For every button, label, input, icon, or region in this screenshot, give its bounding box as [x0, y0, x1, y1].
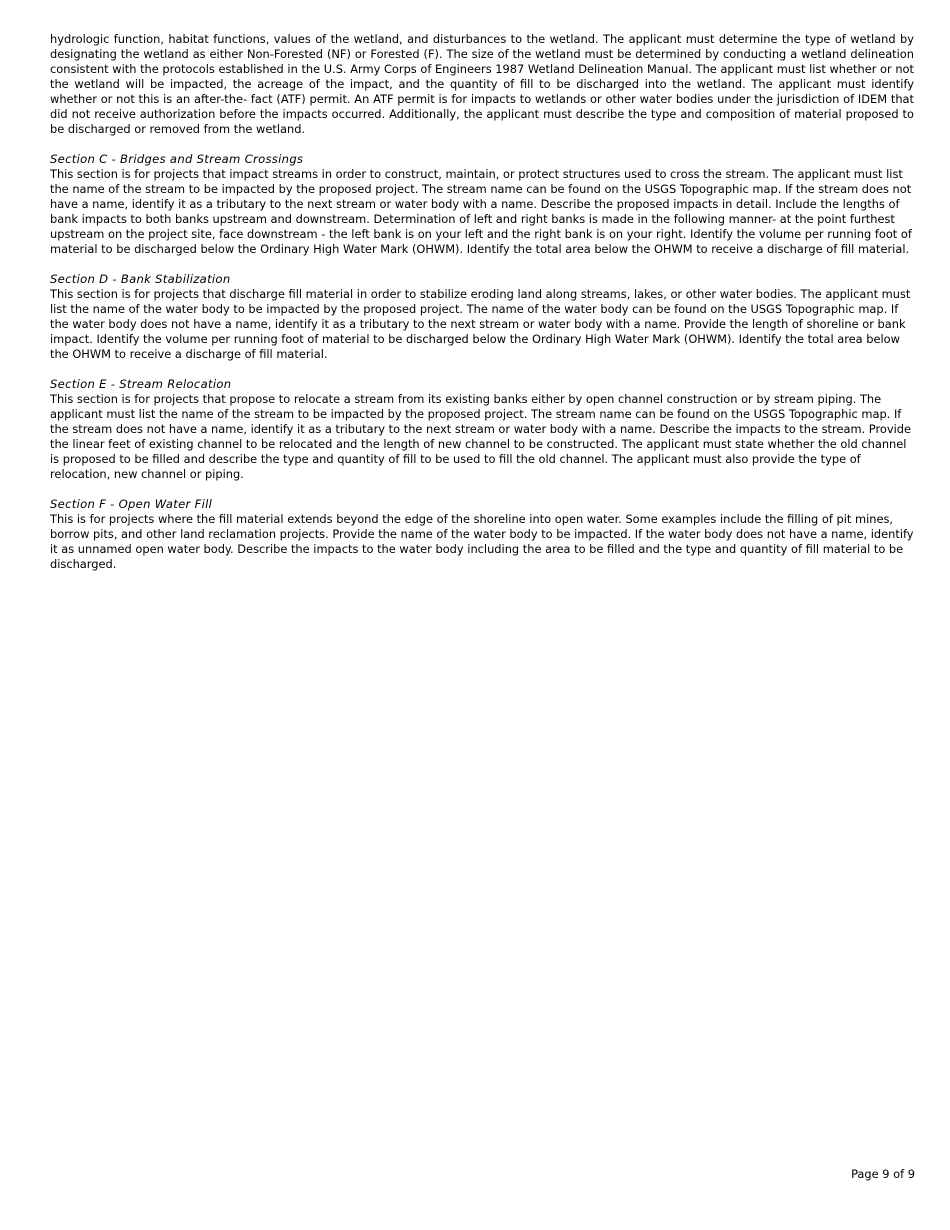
section-f	[50, 497, 914, 572]
section-e	[50, 377, 914, 482]
section-c-heading: Section C - Bridges and Stream Crossings	[50, 152, 304, 166]
section-f-heading: Section F - Open Water Fill	[50, 497, 213, 511]
section-d-heading: Section D - Bank Stabilization	[50, 272, 231, 286]
section-c-body: This section is for projects that impact streams in order to construct, maintain, or protect structures used to cross the stream. The applicant must list the name of the stream to be impacted by the proposed project. The stream name can be found on the USGS Topographic map. If the stream does not have a name, identify it as a tributary to the next stream or water body with a name. Describe the proposed impacts in detail. Include the lengths of bank impacts to both banks upstream and downstream. Determination of left and right banks is made in the following manner- at the point furthest upstream on the project site, face downstream - the left bank is on your left and the right bank is on your right. Identify the volume per running foot of material to be discharged below the Ordinary High Water Mark (OHWM). Identify the total area below the OHWM to receive a discharge of fill material.	[50, 167, 912, 256]
section-e-heading: Section E - Stream Relocation	[50, 377, 232, 391]
section-d-body: This section is for projects that discharge fill material in order to stabilize eroding land along streams, lakes, or other water bodies. The applicant must list the name of the water body to be impacted by the proposed project. The name of the water body can be found on the USGS Topographic map. If the water body does not have a name, identify it as a tributary to the next stream or water body with a name. Provide the length of shoreline or bank impact. Identify the volume per running foot of material to be discharged below the Ordinary High Water Mark (OHWM). Identify the total area below the OHWM to receive a discharge of fill material.	[50, 287, 911, 361]
section-c	[50, 152, 914, 257]
page-number: Page 9 of 9	[851, 1167, 915, 1181]
section-d	[50, 272, 914, 362]
intro-paragraph: hydrologic function, habitat functions, values of the wetland, and disturbances to the wetland. The applicant must determine the type of wetland by designating the wetland as either Non-Forested (NF) or Forested (F). The size of the wetland must be determined by conducting a wetland delineation consistent with the protocols established in the U.S. Army Corps of Engineers 1987 Wetland Delineation Manual. The applicant must list whether or not the wetland will be impacted, the acreage of the impact, and the quantity of fill to be discharged into the wetland. The applicant must identify whether or not this is an after-the- fact (ATF) permit. An ATF permit is for impacts to wetlands or other water bodies under the jurisdiction of IDEM that did not receive authorization before the impacts occurred. Additionally, the applicant must describe the type and composition of material proposed to be discharged or removed from the wetland.	[50, 32, 914, 136]
document-page	[50, 32, 914, 572]
section-f-body: This is for projects where the fill material extends beyond the edge of the shoreline into open water. Some examples include the filling of pit mines, borrow pits, and other land reclamation projects. Provide the name of the water body to be impacted. If the water body does not have a name, identify it as unnamed open water body. Describe the impacts to the water body including the area to be filled and the type and quantity of fill material to be discharged.	[50, 512, 914, 571]
section-e-body: This section is for projects that propose to relocate a stream from its existing banks either by open channel construction or by stream piping. The applicant must list the name of the stream to be impacted by the proposed project. The stream name can be found on the USGS Topographic map. If the stream does not have a name, identify it as a tributary to the next stream or water body with a name. Describe the impacts to the stream. Provide the linear feet of existing channel to be relocated and the length of new channel to be constructed. The applicant must state whether the old channel is proposed to be filled and describe the type and quantity of fill to be used to fill the old channel. The applicant must also provide the type of relocation, new channel or piping.	[50, 392, 911, 481]
